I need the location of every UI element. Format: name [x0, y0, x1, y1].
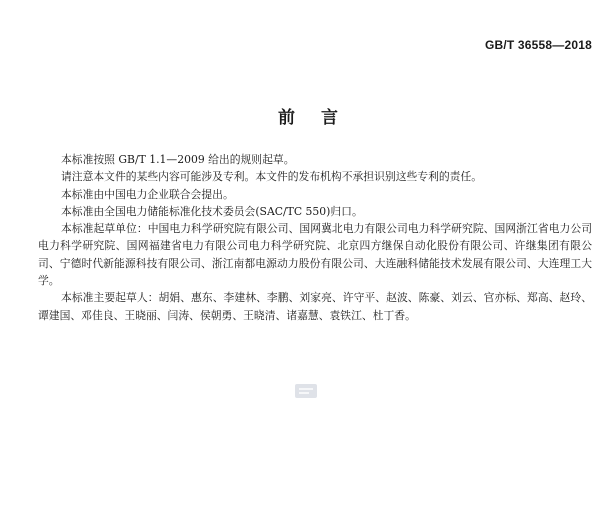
paragraph-drafting-organizations: 本标准起草单位：中国电力科学研究院有限公司、国网冀北电力有限公司电力科学研究院、国网浙江省电力公司电力科学研究院、国网福建省电力有限公司电力科学研究院、北京四方继保自动化股份有限公司、许继集团有限公司、宁德时代新能源科技有限公司、浙江南都电源动力股份有限公司、大连融科储能技术发展有限公司、大连理工大学。 [38, 222, 592, 288]
standard-code: GB/T 36558—2018 [484, 38, 592, 52]
paragraph-main-drafters: 本标准主要起草人：胡娟、惠东、李建林、李鹏、刘家亮、许守平、赵波、陈豪、刘云、官亦标、郑高、赵玲、谭建国、邓佳良、王晓丽、闫涛、侯朝勇、王晓清、诸嘉慧、袁铁江、杜丁香。 [38, 291, 592, 322]
paragraph-drafting-rules: 本标准按照 GB/T 1.1—2009 给出的规则起草。 [61, 153, 295, 166]
page-title: 前言 [278, 108, 364, 128]
foreword-body [38, 151, 592, 324]
paragraph-proposer: 本标准由中国电力企业联合会提出。 [61, 187, 234, 201]
paragraph-patent-notice: 请注意本文件的某些内容可能涉及专利。本文件的发布机构不承担识别这些专利的责任。 [61, 170, 483, 184]
paragraph-committee: 本标准由全国电力储能标准化技术委员会(SAC/TC 550)归口。 [61, 204, 363, 218]
watermark-logo-icon [295, 384, 317, 398]
